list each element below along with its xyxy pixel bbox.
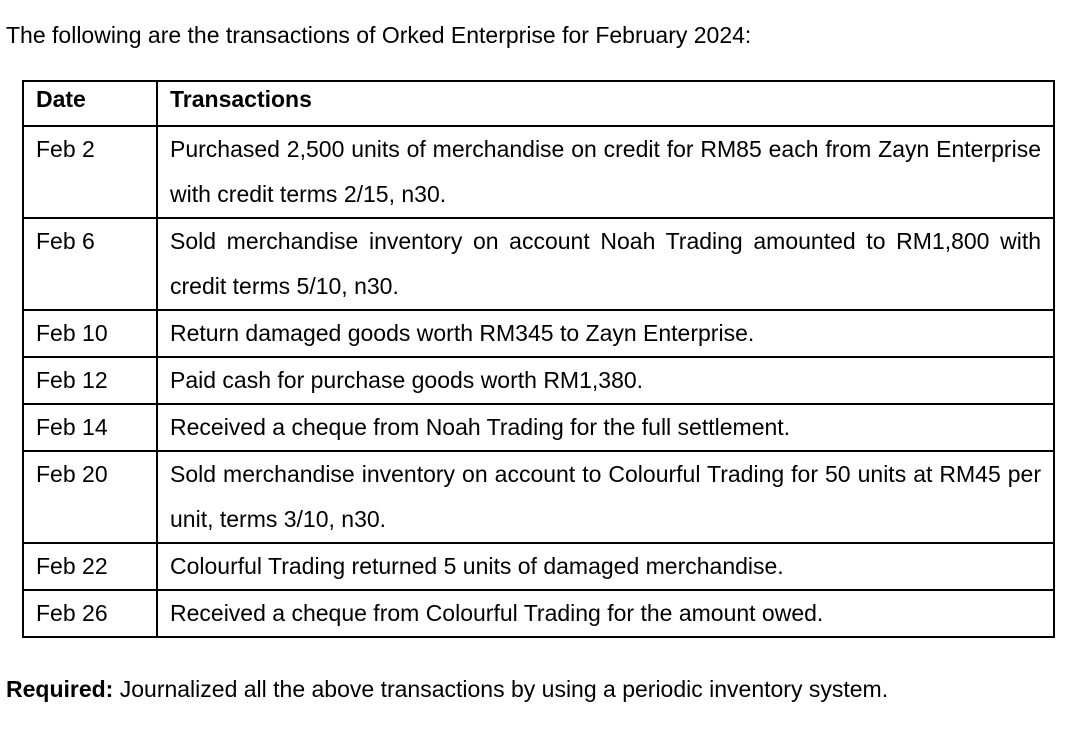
row-transaction: Return damaged goods worth RM345 to Zayn Enterprise. [157,310,1054,357]
transactions-table [22,80,1055,638]
row-transaction: Sold merchandise inventory on account Noah Trading amounted to RM1,800 with credit terms 5/10, n30. [157,218,1054,310]
row-date: Feb 26 [23,590,157,637]
table-row [23,357,1054,404]
table-row [23,126,1054,218]
row-date: Feb 22 [23,543,157,590]
column-header-date: Date [23,81,157,126]
column-header-transactions: Transactions [157,81,1054,126]
row-date: Feb 10 [23,310,157,357]
row-date: Feb 14 [23,404,157,451]
row-transaction: Paid cash for purchase goods worth RM1,380. [157,357,1054,404]
table-row [23,590,1054,637]
table-header-row [23,81,1054,126]
required-label: Required: [6,676,114,702]
row-date: Feb 12 [23,357,157,404]
table-row [23,218,1054,310]
row-transaction: Colourful Trading returned 5 units of damaged merchandise. [157,543,1054,590]
row-transaction: Sold merchandise inventory on account to Colourful Trading for 50 units at RM45 per unit, terms 3/10, n30. [157,451,1054,543]
intro-text: The following are the transactions of Orked Enterprise for February 2024: [6,22,752,48]
table-row [23,451,1054,543]
row-date: Feb 20 [23,451,157,543]
row-transaction: Received a cheque from Noah Trading for the full settlement. [157,404,1054,451]
table-row [23,543,1054,590]
row-transaction: Purchased 2,500 units of merchandise on credit for RM85 each from Zayn Enterprise with credit terms 2/15, n30. [157,126,1054,218]
row-transaction: Received a cheque from Colourful Trading for the amount owed. [157,590,1054,637]
row-date: Feb 6 [23,218,157,310]
required-text: Journalized all the above transactions by using a periodic inventory system. [113,676,889,702]
row-date: Feb 2 [23,126,157,218]
table-row [23,310,1054,357]
table-row [23,404,1054,451]
required-instruction [6,674,888,704]
